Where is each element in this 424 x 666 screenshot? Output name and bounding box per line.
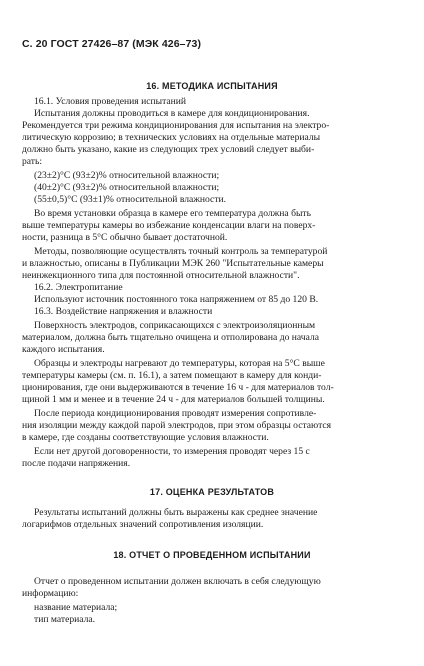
text-line: 16.2. Электропитание bbox=[34, 282, 123, 293]
text-line: ности, разница в 5°С обычно бывает достаточной. bbox=[22, 232, 228, 243]
text-line: рать: bbox=[22, 156, 43, 167]
text-line: и влажностью, описаны в Публикации МЭК 260 "Испытательные камеры bbox=[22, 258, 324, 269]
text-line: Используют источник постоянного тока напряжением от 85 до 120 В. bbox=[34, 294, 319, 305]
text-line: ния изоляции между каждой парой электродов, при этом образцы остаются bbox=[22, 420, 332, 431]
section-title-16: 16. МЕТОДИКА ИСПЫТАНИЯ bbox=[146, 81, 278, 91]
text-line: выше температуры камеры во избежание конденсации влаги на поверх- bbox=[22, 220, 316, 231]
text-line: Поверхность электродов, соприкасающихся с электроизоляционным bbox=[34, 320, 316, 331]
text-line: Если нет другой договоренности, то измерения проводят через 15 с bbox=[34, 446, 310, 457]
text-line: материалом, должна быть тщательно очищена и отполирована до начала bbox=[22, 332, 320, 343]
section-title-17: 17. ОЦЕНКА РЕЗУЛЬТАТОВ bbox=[149, 487, 275, 497]
text-line: 16.1. Условия проведения испытаний bbox=[34, 96, 187, 107]
text-line: температуры камеры (см. п. 16.1), а затем помещают в камеру для конди- bbox=[22, 370, 322, 381]
text-line: информацию: bbox=[22, 588, 79, 599]
text-line: название материала; bbox=[34, 602, 118, 613]
text-line: Рекомендуется три режима кондиционирования для испытания на электро- bbox=[22, 120, 330, 131]
text-line: после подачи напряжения. bbox=[22, 458, 131, 469]
text-line: (40±2)°С (93±2)% относительной влажности; bbox=[34, 182, 220, 193]
text-line: каждого испытания. bbox=[22, 344, 105, 355]
text-line: (55±0,5)°С (93±1)% относительной влажности. bbox=[34, 194, 227, 205]
text-line: неинжекционного типа для постоянной относительной влажности". bbox=[22, 270, 300, 281]
text-line: Во время установки образца в камере его температура должна быть bbox=[34, 208, 311, 219]
text-line: Образцы и электроды нагревают до температуры, которая на 5°С выше bbox=[34, 358, 325, 369]
text-line: ционирования, где они выдерживаются в течение 16 ч - для материалов тол- bbox=[22, 382, 334, 393]
text-line: После периода кондиционирования проводят измерения сопротивле- bbox=[34, 408, 317, 419]
text-line: литическую коррозию; в технических условиях на отдельные материалы bbox=[22, 132, 321, 143]
text-line: Испытания должны проводиться в камере для кондиционирования. bbox=[34, 108, 310, 119]
text-line: Результаты испытаний должны быть выражены как среднее значение bbox=[34, 507, 318, 518]
text-line: Методы, позволяющие осуществлять точный контроль за температурой bbox=[34, 246, 328, 257]
text-line: (23±2)°С (93±2)% относительной влажности; bbox=[34, 170, 220, 181]
text-line: тип материала. bbox=[34, 614, 96, 625]
text-line: должно быть указано, какие из следующих трех условий следует выби- bbox=[22, 144, 315, 155]
text-line: логарифмов отдельных значений сопротивления изоляции. bbox=[22, 519, 264, 530]
text-line: Отчет о проведенном испытании должен включать в себя следующую bbox=[34, 576, 321, 587]
text-line: 16.3. Воздействие напряжения и влажности bbox=[34, 306, 213, 317]
text-line: в камере, где созданы соответствующие условия влажности. bbox=[22, 432, 269, 443]
text-line: щиной 1 мм и менее и в течение 24 ч - для материалов большей толщины. bbox=[22, 394, 325, 405]
page-header: С. 20 ГОСТ 27426–87 (МЭК 426–73) bbox=[22, 38, 202, 50]
section-title-18: 18. ОТЧЕТ О ПРОВЕДЕННОМ ИСПЫТАНИИ bbox=[113, 550, 311, 560]
